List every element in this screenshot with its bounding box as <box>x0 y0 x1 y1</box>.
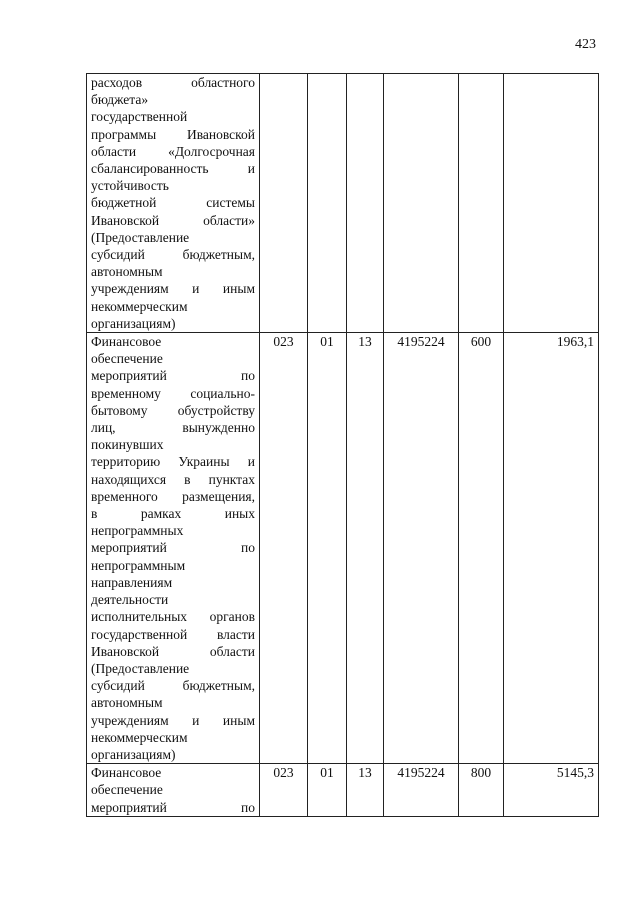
description-line: организациям) <box>91 315 176 331</box>
description-line: бюджетной системы <box>91 195 255 211</box>
section-code-cell: 01 <box>308 333 347 764</box>
description-line: исполнительных органов <box>91 609 255 625</box>
target-article-cell: 4195224 <box>384 764 459 817</box>
description-line: мероприятий по <box>91 368 255 384</box>
description-line: автономным <box>91 695 163 711</box>
page-number: 423 <box>575 37 596 52</box>
description-line: мероприятий по <box>91 540 255 556</box>
description-line: учреждениям и иным <box>91 281 255 297</box>
description-line: находящихся в пунктах <box>91 471 255 487</box>
expense-type-cell: 800 <box>459 764 504 817</box>
amount-cell: 5145,3 <box>504 764 599 817</box>
description-line: некоммерческим <box>91 298 188 314</box>
description-line: в рамках иных <box>91 506 255 522</box>
description-line: территорию Украины и <box>91 454 255 470</box>
ministry-code-cell <box>260 74 308 333</box>
description-line: покинувших <box>91 437 164 453</box>
description-line: Ивановской области <box>91 643 255 659</box>
amount-cell: 1963,1 <box>504 333 599 764</box>
description-line: непрограммным <box>91 557 186 573</box>
description-line: временному социально- <box>91 385 255 401</box>
subsection-code-cell: 13 <box>347 333 384 764</box>
description-line: устойчивость <box>91 178 169 194</box>
description-line: лиц, вынужденно <box>91 420 255 436</box>
description-line: учреждениям и иным <box>91 712 255 728</box>
description-line: мероприятий по <box>91 799 255 815</box>
expense-type-cell <box>459 74 504 333</box>
table-row <box>87 333 599 764</box>
description-line: деятельности <box>91 592 169 608</box>
table-body <box>87 74 599 817</box>
description-line: непрограммных <box>91 523 184 539</box>
description-line: (Предоставление <box>91 660 190 676</box>
table-row <box>87 764 599 817</box>
description-line: обеспечение <box>91 351 163 367</box>
expense-type-cell: 600 <box>459 333 504 764</box>
description-cell <box>87 333 260 764</box>
budget-table <box>86 73 599 817</box>
description-cell <box>87 764 260 817</box>
description-line: расходов областного <box>91 75 255 90</box>
section-code-cell: 01 <box>308 764 347 817</box>
description-line: обеспечение <box>91 782 163 798</box>
description-line: субсидий бюджетным, <box>91 678 255 694</box>
description-line: сбалансированность и <box>91 161 255 177</box>
description-line: некоммерческим <box>91 729 188 745</box>
amount-cell <box>504 74 599 333</box>
description-line: организациям) <box>91 746 176 762</box>
description-line: области «Долгосрочная <box>91 143 255 159</box>
ministry-code-cell: 023 <box>260 764 308 817</box>
description-line: (Предоставление <box>91 229 190 245</box>
description-line: программы Ивановской <box>91 126 255 142</box>
description-line: автономным <box>91 264 163 280</box>
target-article-cell <box>384 74 459 333</box>
section-code-cell <box>308 74 347 333</box>
description-line: Финансовое <box>91 765 162 781</box>
description-line: государственной <box>91 109 188 125</box>
subsection-code-cell <box>347 74 384 333</box>
ministry-code-cell: 023 <box>260 333 308 764</box>
description-line: бюджета» <box>91 92 149 108</box>
description-line: Финансовое <box>91 334 162 350</box>
description-line: субсидий бюджетным, <box>91 247 255 263</box>
description-cell <box>87 74 260 333</box>
target-article-cell: 4195224 <box>384 333 459 764</box>
subsection-code-cell: 13 <box>347 764 384 817</box>
description-line: бытовому обустройству <box>91 402 255 418</box>
table-row <box>87 74 599 333</box>
description-line: направлениям <box>91 574 173 590</box>
description-line: Ивановской области» <box>91 212 255 228</box>
description-line: временного размещения, <box>91 488 255 504</box>
description-line: государственной власти <box>91 626 255 642</box>
